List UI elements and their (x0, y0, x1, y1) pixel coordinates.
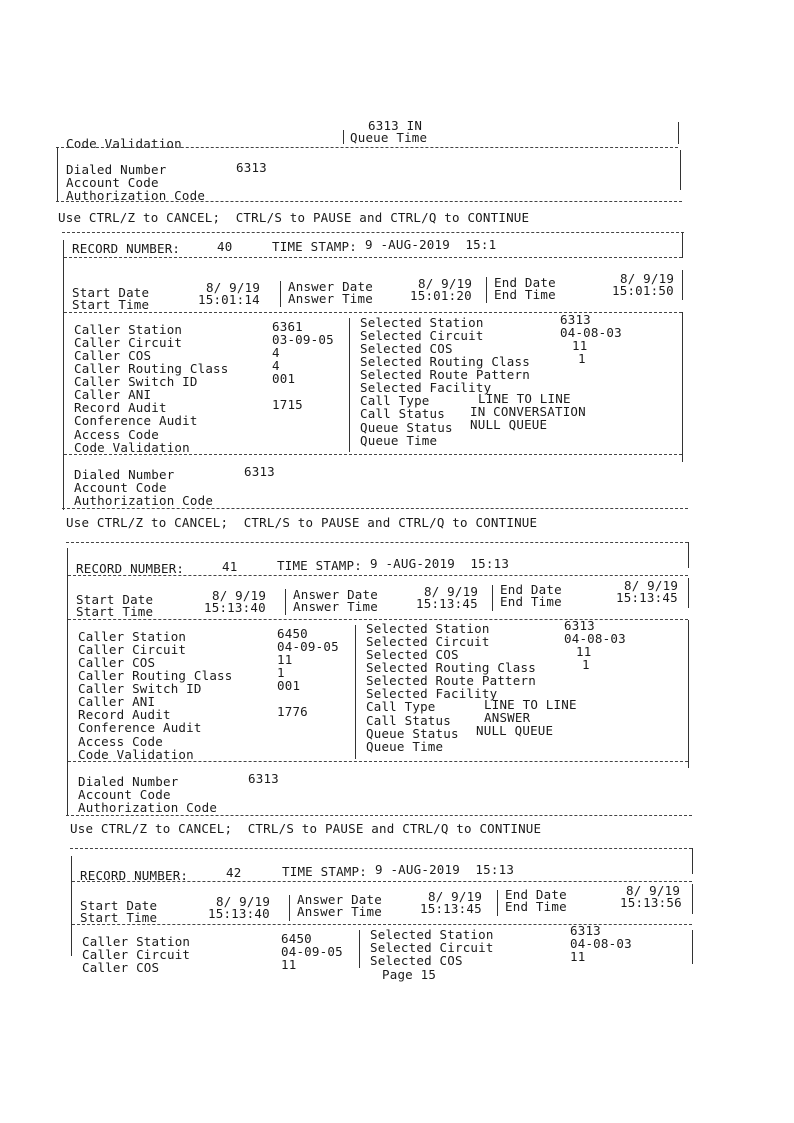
caller-station-label: Caller Station (82, 934, 191, 949)
answer-date-value: 8/ 9/19 (418, 276, 473, 291)
end-date-label: End Date (505, 887, 567, 902)
caller-cos-label: Caller COS (78, 655, 156, 670)
call-type-label: Call Type (366, 699, 436, 714)
selected-station-label: Selected Station (370, 927, 494, 942)
caller-switch-id-label: Caller Switch ID (74, 374, 198, 389)
time-stamp-value: 9 -AUG-2019 15:13 (375, 862, 515, 877)
caller-cos-value: 4 (272, 345, 280, 360)
selected-circuit-label: Selected Circuit (360, 328, 484, 343)
queue-status-value: NULL QUEUE (470, 417, 548, 432)
record-audit-value: 1776 (277, 704, 308, 719)
account-code-label: Account Code (74, 480, 167, 495)
authorization-code-label: Authorization Code (66, 188, 206, 203)
record-number-label: RECORD NUMBER: (76, 561, 185, 576)
selected-routing-class-value: 1 (578, 351, 586, 366)
caller-routing-class-value: 1 (277, 665, 285, 680)
answer-time-value: 15:13:45 (416, 596, 478, 611)
caller-station-label: Caller Station (74, 322, 183, 337)
caller-station-value: 6450 (277, 626, 308, 641)
conference-audit-label: Conference Audit (78, 720, 202, 735)
record-audit-label: Record Audit (74, 400, 167, 415)
selected-facility-label: Selected Facility (360, 380, 492, 395)
end-time-label: End Time (500, 594, 562, 609)
queue-time-label: Queue Time (360, 433, 438, 448)
call-type-label: Call Type (360, 393, 430, 408)
start-time-label: Start Time (72, 297, 150, 312)
selected-station-value: 6313 (564, 618, 595, 633)
queue-header-top: 6313 IN (368, 118, 423, 133)
dialed-number-label: Dialed Number (74, 467, 175, 482)
answer-date-value: 8/ 9/19 (424, 584, 479, 599)
record-number-label: RECORD NUMBER: (72, 241, 181, 256)
selected-circuit-label: Selected Circuit (370, 940, 494, 955)
start-time-value: 15:13:40 (208, 906, 270, 921)
time-stamp-label: TIME STAMP: (277, 558, 362, 573)
start-time-value: 15:01:14 (198, 292, 260, 307)
code-validation-label: Code Validation (66, 136, 182, 151)
authorization-code-label: Authorization Code (74, 493, 214, 508)
selected-routing-class-value: 1 (582, 657, 590, 672)
selected-station-value: 6313 (560, 312, 591, 327)
selected-facility-label: Selected Facility (366, 686, 498, 701)
caller-cos-label: Caller COS (74, 348, 152, 363)
caller-switch-id-label: Caller Switch ID (78, 681, 202, 696)
caller-station-label: Caller Station (78, 629, 187, 644)
call-status-value: ANSWER (484, 710, 531, 725)
selected-cos-value: 11 (576, 644, 592, 659)
start-time-label: Start Time (76, 604, 154, 619)
caller-routing-class-label: Caller Routing Class (74, 361, 229, 376)
selected-route-pattern-label: Selected Route Pattern (366, 673, 536, 688)
end-date-value: 8/ 9/19 (624, 578, 679, 593)
caller-station-value: 6450 (281, 931, 312, 946)
caller-cos-value: 11 (277, 652, 293, 667)
caller-switch-id-value: 001 (272, 371, 296, 386)
end-time-value: 15:13:56 (620, 895, 682, 910)
end-time-label: End Time (505, 899, 567, 914)
end-date-label: End Date (494, 275, 556, 290)
selected-cos-label: Selected COS (360, 341, 453, 356)
selected-routing-class-label: Selected Routing Class (360, 354, 530, 369)
end-time-value: 15:13:45 (616, 590, 678, 605)
record-audit-value: 1715 (272, 397, 303, 412)
time-stamp-label: TIME STAMP: (272, 239, 357, 254)
time-stamp-value: 9 -AUG-2019 15:13 (370, 556, 510, 571)
caller-switch-id-value: 001 (277, 678, 301, 693)
answer-time-value: 15:01:20 (410, 288, 472, 303)
selected-cos-value: 11 (572, 338, 588, 353)
caller-cos-label: Caller COS (82, 960, 160, 975)
access-code-label: Access Code (78, 734, 163, 749)
call-status-label: Call Status (366, 713, 451, 728)
end-date-value: 8/ 9/19 (626, 883, 681, 898)
record-audit-label: Record Audit (78, 707, 171, 722)
start-time-value: 15:13:40 (204, 600, 266, 615)
selected-route-pattern-label: Selected Route Pattern (360, 367, 530, 382)
caller-circuit-value: 04-09-05 (277, 639, 339, 654)
time-stamp-label: TIME STAMP: (282, 864, 367, 879)
record-number-value: 40 (217, 239, 233, 254)
answer-time-label: Answer Time (297, 904, 382, 919)
record-number-value: 42 (226, 865, 242, 880)
code-validation-label: Code Validation (78, 747, 194, 762)
dialed-number-value: 6313 (244, 464, 275, 479)
caller-circuit-label: Caller Circuit (82, 947, 191, 962)
start-date-value: 8/ 9/19 (216, 894, 271, 909)
dialed-number-value: 6313 (236, 160, 267, 175)
queue-time-label: Queue Time (350, 130, 428, 145)
end-date-label: End Date (500, 582, 562, 597)
instruction-line: Use CTRL/Z to CANCEL; CTRL/S to PAUSE and CTRL/Q to CONTINUE (70, 821, 542, 836)
caller-circuit-value: 03-09-05 (272, 332, 334, 347)
start-date-label: Start Date (80, 898, 158, 913)
end-time-label: End Time (494, 287, 556, 302)
instruction-line: Use CTRL/Z to CANCEL; CTRL/S to PAUSE and CTRL/Q to CONTINUE (58, 210, 530, 225)
selected-station-label: Selected Station (360, 315, 484, 330)
queue-time-label: Queue Time (366, 739, 444, 754)
start-time-label: Start Time (80, 910, 158, 925)
start-date-value: 8/ 9/19 (212, 588, 267, 603)
start-date-label: Start Date (76, 592, 154, 607)
start-date-label: Start Date (72, 285, 150, 300)
caller-routing-class-value: 4 (272, 358, 280, 373)
caller-station-value: 6361 (272, 319, 303, 334)
conference-audit-label: Conference Audit (74, 413, 198, 428)
end-date-value: 8/ 9/19 (620, 271, 675, 286)
caller-circuit-value: 04-09-05 (281, 944, 343, 959)
answer-date-label: Answer Date (297, 892, 382, 907)
selected-station-value: 6313 (570, 923, 601, 938)
answer-date-label: Answer Date (293, 587, 378, 602)
call-status-label: Call Status (360, 406, 445, 421)
authorization-code-label: Authorization Code (78, 800, 218, 815)
end-time-value: 15:01:50 (612, 283, 674, 298)
queue-status-label: Queue Status (360, 420, 453, 435)
selected-circuit-label: Selected Circuit (366, 634, 490, 649)
record-number-label: RECORD NUMBER: (80, 868, 189, 883)
selected-circuit-value: 04-08-03 (560, 325, 622, 340)
page-number: Page 15 (382, 967, 437, 982)
selected-cos-label: Selected COS (370, 953, 463, 968)
call-type-value: LINE TO LINE (484, 697, 577, 712)
account-code-label: Account Code (78, 787, 171, 802)
queue-status-value: NULL QUEUE (476, 723, 554, 738)
answer-date-value: 8/ 9/19 (428, 889, 483, 904)
selected-cos-value: 11 (570, 949, 586, 964)
dialed-number-label: Dialed Number (78, 774, 179, 789)
selected-circuit-value: 04-08-03 (570, 936, 632, 951)
caller-circuit-label: Caller Circuit (74, 335, 183, 350)
dialed-number-value: 6313 (248, 771, 279, 786)
caller-ani-label: Caller ANI (74, 387, 152, 402)
selected-station-label: Selected Station (366, 621, 490, 636)
answer-time-label: Answer Time (293, 599, 378, 614)
caller-circuit-label: Caller Circuit (78, 642, 187, 657)
caller-ani-label: Caller ANI (78, 694, 156, 709)
record-number-value: 41 (222, 559, 238, 574)
caller-cos-value: 11 (281, 957, 297, 972)
start-date-value: 8/ 9/19 (206, 280, 261, 295)
answer-date-label: Answer Date (288, 279, 373, 294)
selected-cos-label: Selected COS (366, 647, 459, 662)
code-validation-label: Code Validation (74, 440, 190, 455)
answer-time-label: Answer Time (288, 291, 373, 306)
answer-time-value: 15:13:45 (420, 901, 482, 916)
dialed-number-label: Dialed Number (66, 162, 167, 177)
call-type-value: LINE TO LINE (478, 391, 571, 406)
queue-status-label: Queue Status (366, 726, 459, 741)
access-code-label: Access Code (74, 427, 159, 442)
account-code-label: Account Code (66, 175, 159, 190)
instruction-line: Use CTRL/Z to CANCEL; CTRL/S to PAUSE and CTRL/Q to CONTINUE (66, 515, 538, 530)
selected-routing-class-label: Selected Routing Class (366, 660, 536, 675)
call-status-value: IN CONVERSATION (470, 404, 586, 419)
caller-routing-class-label: Caller Routing Class (78, 668, 233, 683)
time-stamp-value: 9 -AUG-2019 15:1 (365, 237, 497, 252)
selected-circuit-value: 04-08-03 (564, 631, 626, 646)
